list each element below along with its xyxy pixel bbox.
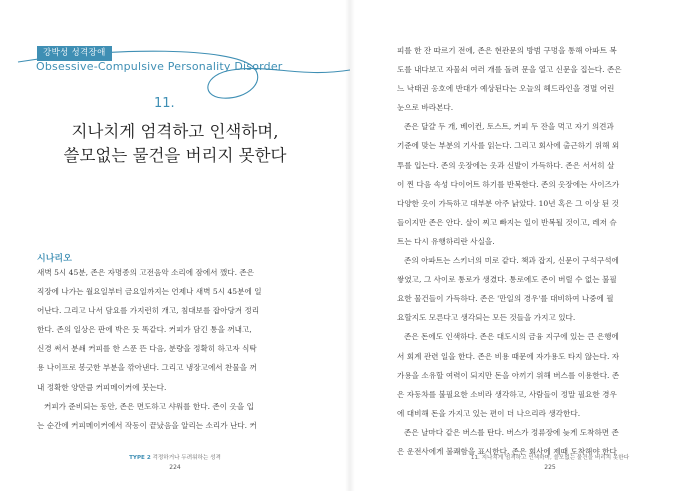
category-english-title: Obsessive-Compulsive Personality Disorder	[36, 60, 283, 73]
body-line: 신경 써서 분쇄 커피를 한 스푼 뜬 다음, 분량을 정확히 하고자 식탁	[37, 344, 257, 354]
body-line: 직장에 나가는 월요일부터 금요일까지는 언제나 새벽 5시 45분에 일	[37, 287, 262, 297]
left-running-head	[0, 453, 350, 461]
body-line: 이 찐 다음 속성 다이어트 하기를 반복한다. 존의 옷장에는 사이즈가	[397, 179, 620, 189]
body-line: 용 나이프로 봉긋한 부분을 깎아낸다. 그리고 냉장고에서 찬물을 꺼	[37, 363, 257, 373]
body-line: 도를 내다보고 자물쇠 여러 개를 돌려 문을 열고 신문을 집는다. 존은	[397, 65, 622, 75]
body-line: 은 자동차를 불필요한 소비라 생각하고, 사람들이 정말 필요한 경우	[397, 389, 617, 399]
body-line: 느 낙태권 옹호에 반대가 예상된다는 오늘의 헤드라인을 경멸 어린	[397, 84, 615, 94]
chapter-title-line-1: 지나치게 엄격하고 인색하며,	[71, 122, 279, 141]
body-line: 에 대비해 돈을 가지고 있는 편이 더 나으리라 생각한다.	[397, 408, 581, 418]
body-line: 요할지도 모른다고 생각되는 모든 것들을 가지고 있다.	[397, 313, 576, 323]
body-line: 커피가 준비되는 동안, 존은 면도하고 샤워를 한다. 존이 옷을 입	[44, 401, 254, 411]
footer-type-label: TYPE 2	[129, 455, 151, 461]
body-line: 기준에 맞는 부분의 기사를 읽는다. 그리고 회사에 출근하기 위해 외	[397, 141, 620, 151]
body-line: 요한 물건들이 가득하다. 존은 '만일의 경우'를 대비하여 나중에 필	[397, 294, 614, 304]
body-line: 서 회계 관련 일을 한다. 존은 비용 때문에 자가용도 타지 않는다. 자	[397, 351, 620, 361]
category-badge: 강박성 성격장애	[37, 46, 112, 61]
book-gutter	[345, 0, 355, 491]
body-line: 존의 아파트는 스키너의 미로 같다. 책과 잡지, 신문이 구석구석에	[404, 256, 619, 266]
left-footer	[0, 453, 350, 471]
body-line: 존은 달걀 두 개, 베이컨, 토스트, 커피 두 잔을 먹고 자기 의견과	[404, 122, 614, 132]
body-line: 투를 입는다. 존의 옷장에는 옷과 신발이 가득하다. 존은 서서히 살	[397, 160, 615, 170]
body-line: 는 순간에 커피메이커에서 작동이 끝났음을 알리는 소리가 난다. 커	[37, 420, 257, 430]
body-line: 어난다. 그리고 나서 담요를 가지런히 개고, 침대보를 잡아당겨 정리	[37, 306, 260, 316]
chapter-title-line-2: 쓸모없는 물건을 버리지 못한다	[63, 146, 287, 165]
left-body-text	[37, 263, 329, 435]
body-line: 눈으로 바라본다.	[397, 103, 454, 113]
page-number-right: 225	[544, 464, 556, 471]
right-body-text	[397, 41, 659, 461]
body-line: 한다. 존의 일상은 판에 박은 듯 똑같다. 커피가 담긴 통을 꺼내고,	[37, 325, 252, 335]
right-running-head: 11. 지나치게 엄격하고 인색하며, 쓸모없는 물건을 버리지 못한다	[470, 455, 630, 461]
footer-running-text: 걱정하거나 두려워하는 성격	[152, 455, 221, 461]
body-line: 존은 돈에도 인색하다. 존은 대도시의 금융 지구에 있는 큰 은행에	[404, 332, 619, 342]
body-line: 들이지만 존은 안다. 살이 찌고 빠지는 일이 반복될 것이고, 레저 슈	[397, 217, 617, 227]
chapter-number: 11.	[154, 96, 175, 111]
body-line: 은 운전사에게 불쾌함을 표시한다. 존은 회사에 제때 도착해야 한다	[397, 446, 617, 456]
section-heading: 시나리오	[37, 254, 72, 264]
body-line: 다양한 옷이 가득하고 대부분 아주 낡았다. 10년 혹은 그 이상 된 것	[397, 198, 620, 208]
body-line: 피를 한 잔 따르기 전에, 존은 현관문의 방범 구멍을 통해 아파트 복	[397, 46, 617, 55]
body-line: 가용을 소유할 여력이 되지만 돈을 아끼기 위해 버스를 이용한다. 존	[397, 370, 620, 380]
right-footer	[400, 453, 700, 471]
body-line: 쌓였고, 그 사이로 통로가 생겼다. 통로에도 존이 버릴 수 없는 불필	[397, 275, 617, 285]
body-line: 존은 날마다 같은 버스를 탄다. 버스가 정류장에 늦게 도착하면 존	[404, 427, 619, 437]
body-line: 트는 다시 유행하리란 사실을.	[397, 236, 495, 246]
chapter-title	[0, 120, 350, 168]
body-line: 내 정확한 양만큼 커피메이커에 붓는다.	[37, 382, 167, 392]
body-line: 새벽 5시 45분, 존은 자명종의 고전음악 소리에 잠에서 깼다. 존은	[37, 268, 255, 277]
page-number-left: 224	[169, 464, 181, 471]
